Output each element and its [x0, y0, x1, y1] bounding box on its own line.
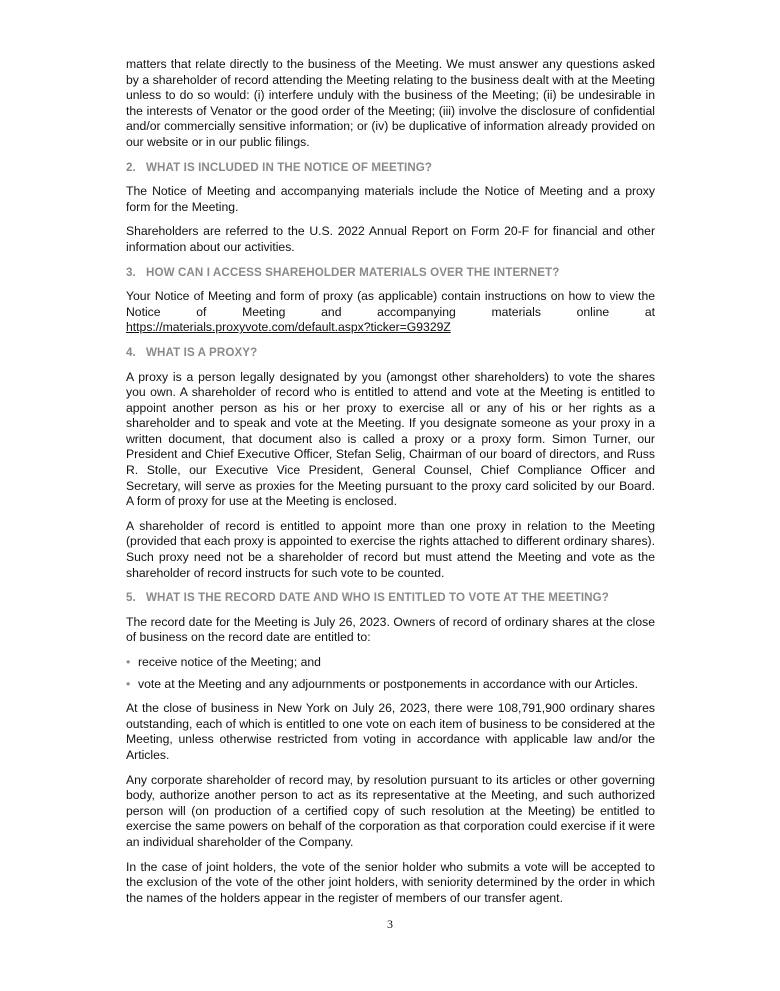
list-item: • receive notice of the Meeting; and — [126, 655, 321, 669]
heading-number: 3. — [126, 265, 136, 279]
paragraph-multiple-proxies: A shareholder of record is entitled to appoint more than one proxy in relation to the Meeting (provided that each proxy is appointed to exercise the rights attached to different ordinary shares). Such proxy need not be a shareholder of record but must attend the Meeting and vote as the shareholder of record instructs for such vote to be counted. — [126, 518, 655, 580]
bullet-icon: • — [126, 676, 131, 691]
paragraph-annual-report: Shareholders are referred to the U.S. 2022 Annual Report on Form 20-F for financial and other information about our activities. — [126, 224, 655, 254]
bullet-icon: • — [126, 655, 131, 669]
paragraph-corporate-shareholder: Any corporate shareholder of record may, by resolution pursuant to its articles or other governing body, authorize another person to act as its representative at the Meeting, and such authorized person will (on production of a certified copy of such resolution at the Meeting) be entitled to exercise the same powers on behalf of the corporation as that corporation could exercise if it were an individual shareholder of the Company. — [126, 772, 655, 849]
heading-text: WHAT IS A PROXY? — [146, 345, 258, 359]
document-page — [126, 57, 655, 915]
page-number: 3 — [387, 917, 393, 931]
paragraph-notice-materials: The Notice of Meeting and accompanying materials include the Notice of Meeting and a proxy form for the Meeting. — [126, 184, 655, 214]
proxyvote-link[interactable]: https://materials.proxyvote.com/default.aspx?ticker=G9329Z — [126, 320, 451, 335]
paragraph-joint-holders: In the case of joint holders, the vote of the senior holder who submits a vote will be accepted to the exclusion of the vote of the other joint holders, with seniority determined by the order in which the names of the holders appear in the register of members of our transfer agent. — [126, 859, 655, 905]
heading-what-is-proxy — [126, 345, 655, 361]
heading-record-date — [126, 590, 655, 606]
paragraph-meeting-questions: matters that relate directly to the business of the Meeting. We must answer any questions asked by a shareholder of record attending the Meeting relating to the business dealt with at the Meeting unless to do so would: (i) interfere unduly with the business of the Meeting; (ii) be undesirable in the interests of Venator or the good order of the Meeting; (iii) involve the disclosure of confidential and/or commercially sensitive information; or (iv) be duplicative of information already provided on our website or in our public filings. — [126, 57, 655, 149]
heading-number: 4. — [126, 345, 136, 359]
entitlement-list — [126, 655, 655, 692]
heading-text: WHAT IS INCLUDED IN THE NOTICE OF MEETING? — [146, 160, 433, 174]
heading-text: HOW CAN I ACCESS SHAREHOLDER MATERIALS OVER THE INTERNET? — [146, 265, 560, 279]
paragraph-online-instructions: Your Notice of Meeting and form of proxy (as applicable) contain instructions on how to view the Notice of Meeting and accompanying materials online at — [126, 289, 655, 319]
heading-text: WHAT IS THE RECORD DATE AND WHO IS ENTITLED TO VOTE AT THE MEETING? — [146, 591, 609, 605]
heading-notice-contents — [126, 160, 655, 176]
paragraph-shares-outstanding: At the close of business in New York on July 26, 2023, there were 108,791,900 ordinary shares outstanding, each of which is entitled to one vote on each item of business to be considered at the Meeting, unless otherwise restricted from voting in accordance with applicable law and/or the Articles. — [126, 701, 655, 762]
heading-number: 5. — [126, 591, 136, 605]
paragraph-proxy-definition: A proxy is a person legally designated by you (amongst other shareholders) to vote the shares you own. A shareholder of record who is entitled to attend and vote at the Meeting is entitled to appoint another person as his or her proxy to exercise all or any of his or her rights as a shareholder and to speak and vote at the Meeting. If you designate someone as your proxy in a written document, that document also is called a proxy or a proxy form. Simon Turner, our President and Chief Executive Officer, Stefan Selig, Chairman of our board of directors, and Russ R. Stolle, our Executive Vice President, General Counsel, Chief Compliance Officer and Secretary, will serve as proxies for the Meeting pursuant to the proxy card solicited by our Board. A form of proxy for use at the Meeting is enclosed. — [126, 369, 655, 509]
internet-access-block — [126, 289, 655, 336]
list-item: • vote at the Meeting and any adjournments or postponements in accordance with our Articles. — [126, 676, 638, 691]
heading-internet-access — [126, 265, 655, 281]
heading-number: 2. — [126, 160, 136, 174]
paragraph-record-date: The record date for the Meeting is July 26, 2023. Owners of record of ordinary shares at the close of business on the record date are entitled to: — [126, 614, 655, 645]
